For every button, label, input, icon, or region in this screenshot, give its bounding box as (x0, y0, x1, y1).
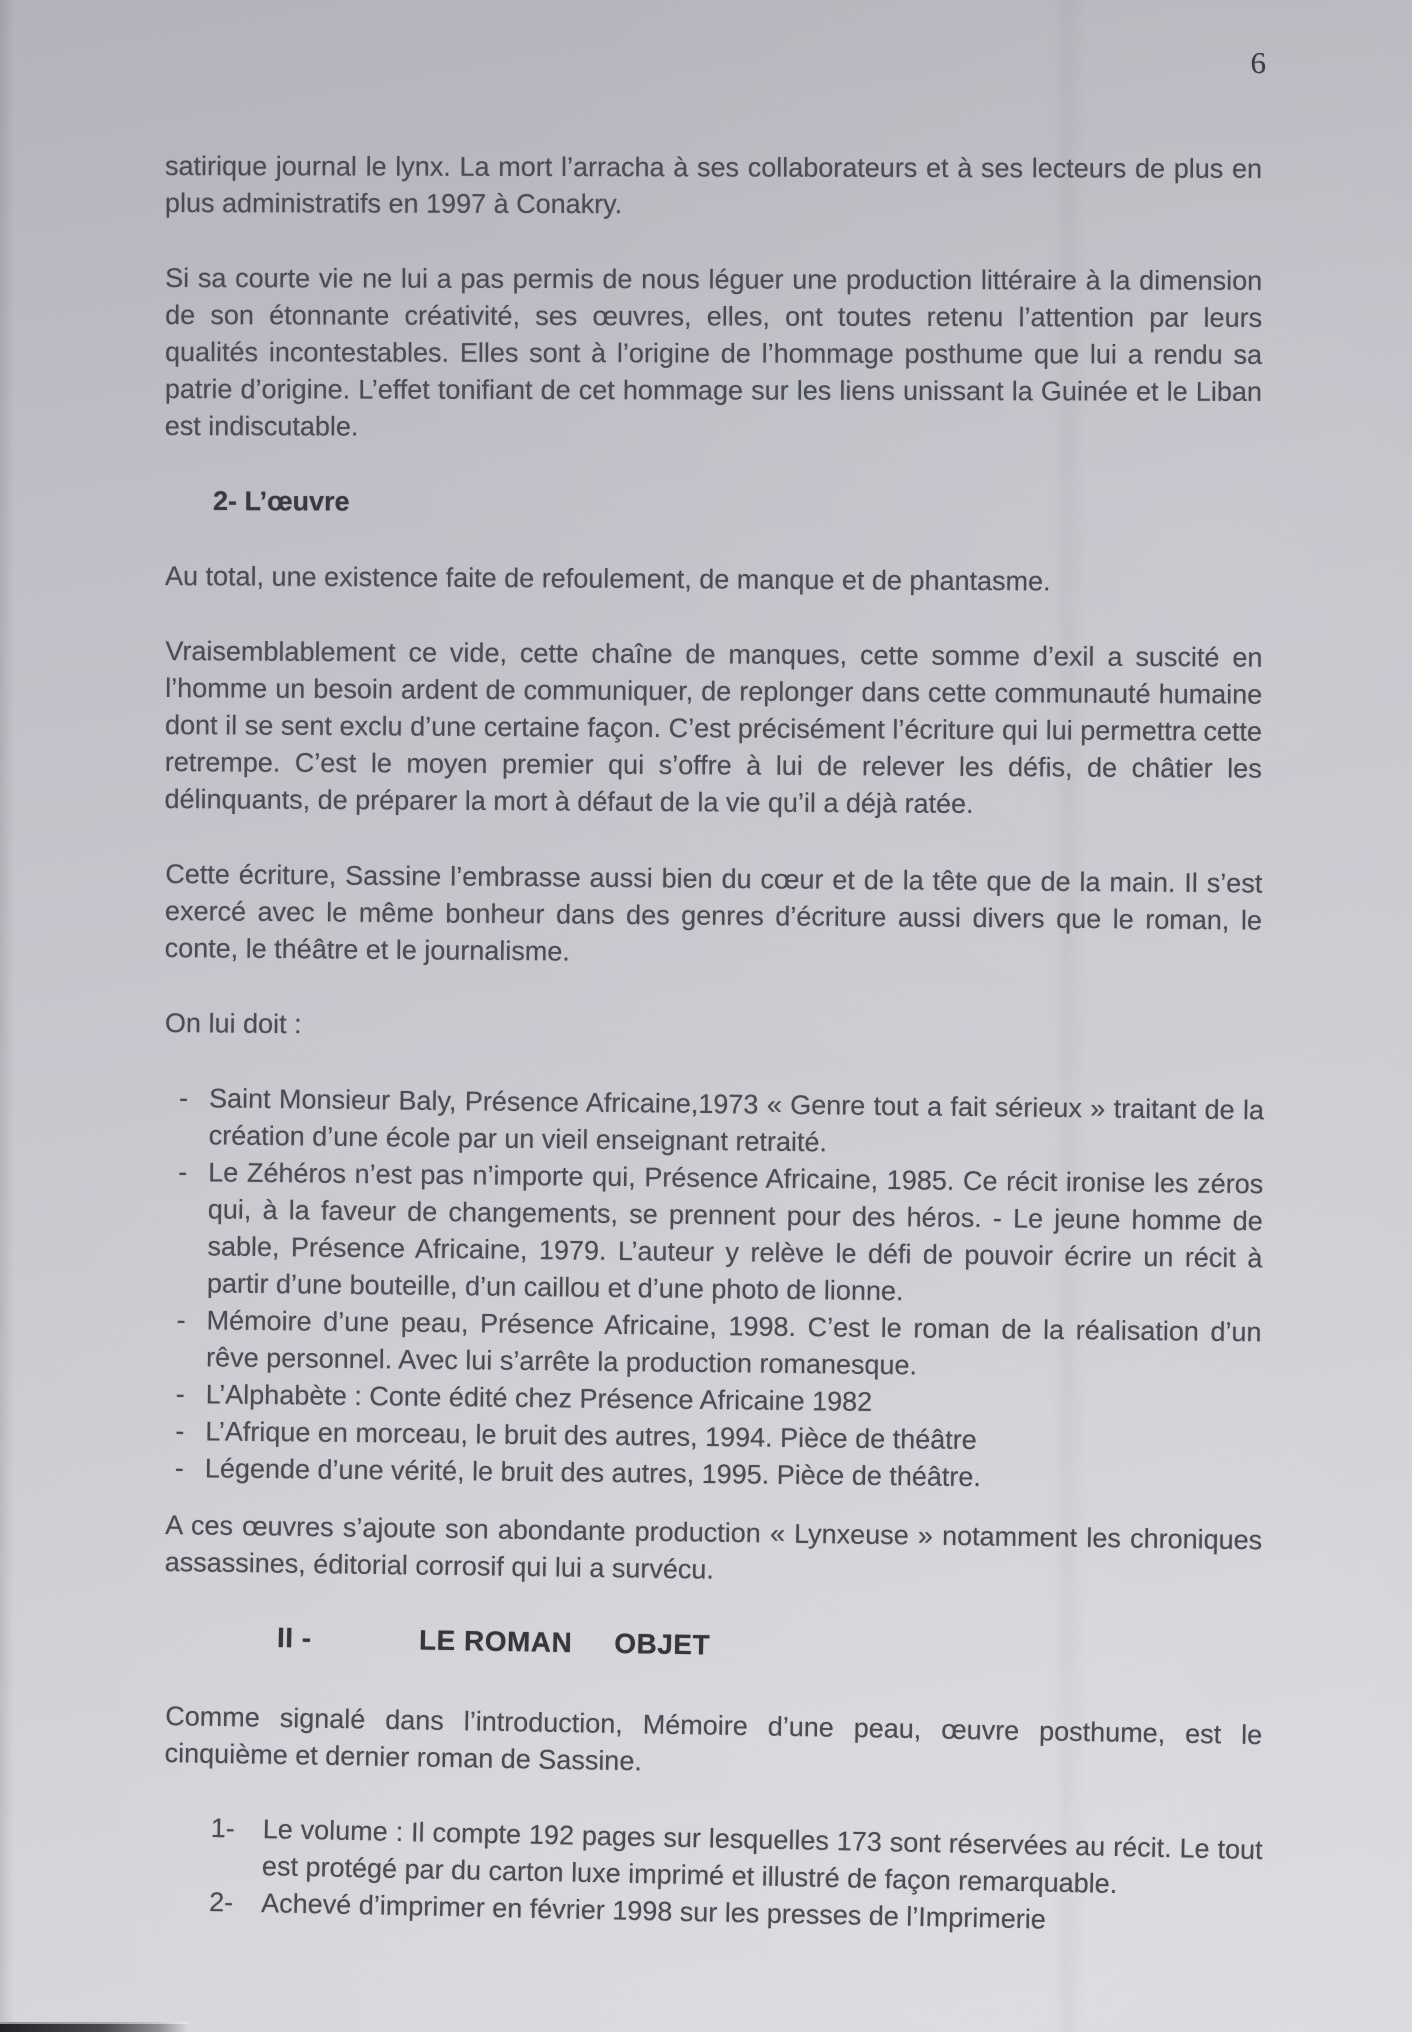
bullet-dash: - (175, 1415, 185, 1447)
volume-list (209, 1810, 1263, 1943)
bullet-dash: - (175, 1378, 185, 1410)
works-list-item (177, 1154, 1264, 1314)
item-text: Le volume : Il compte 192 pages sur lesquelles 173 sont réservées au récit. Le tout est protégé par du carton luxe imprimé et illustré de façon remarquable. (261, 1814, 1263, 1900)
work-text: L’Afrique en morceau, le bruit des autres, 1994. Pièce de théâtre (205, 1416, 977, 1456)
bullet-dash: - (174, 1452, 185, 1484)
paragraph-ecriture: Cette écriture, Sassine l’embrasse aussi bien du cœur et de la tête que de la main. Il s’est exercé avec le même bonheur dans des genres d’écriture aussi divers que le roman, le conte, le théâtre et le journalisme. (164, 859, 1263, 967)
section-heading-oeuvre: 2- L’œuvre (212, 486, 350, 517)
work-text: Légende d’une vérité, le bruit des autres, 1995. Pièce de théâtre. (204, 1453, 982, 1493)
item-text: Achevé d’imprimer en février 1998 sur les presses de l’Imprimerie (260, 1888, 1047, 1935)
works-list-item (178, 1080, 1264, 1166)
roman-title-part2: OBJET (614, 1627, 711, 1661)
bullet-dash: - (178, 1157, 188, 1188)
paragraph-vide: Vraisemblablement ce vide, cette chaîne de manques, cette somme d’exil a suscité en l’homme un besoin ardent de communiquer, de replonger dans cette communauté humaine dont il se sent exclu d’une certaine façon. C’est précisément l’écriture qui lui permettra cette retrempe. C’est le moyen premier qui s’offre à lui de relever les défis, de châtier les délinquants, de préparer la mort à défaut de la vie qu’il a déjà ratée. (164, 636, 1263, 819)
paragraph-on-lui-doit: On lui doit : (164, 1008, 302, 1040)
page-number: 6 (1250, 45, 1266, 80)
works-list-item (176, 1302, 1262, 1388)
paragraph-courte-vie: Si sa courte vie ne lui a pas permis de nous léguer une production littéraire à la dimension de son étonnante créativité, ses œuvres, elles, ont toutes retenu l’attention par leurs qualités incontestables. Elles sont à l’origine de l’hommage posthume que lui a rendu sa patrie d’origine. L’effet tonifiant de cet hommage sur les liens unissant la Guinée et le Liban est indiscutable. (164, 263, 1263, 442)
work-text: Le Zéhéros n’est pas n’importe qui, Présence Africaine, 1985. Ce récit ironise les zéros qui, à la faveur de changements, se prennent pour des héros. - Le jeune homme de sable, Présence Africaine, 1979. L’auteur y relève le défi de pouvoir écrire un récit à partir d’une bouteille, d’un caillou et d’une photo de lionne. (206, 1157, 1264, 1307)
work-text: Mémoire d’une peau, Présence Africaine, 1998. C’est le roman de la réalisation d’un rêve personnel. Avec lui s’arrête la production romanesque. (205, 1305, 1262, 1381)
item-number: 1- (210, 1813, 236, 1844)
item-number: 2- (208, 1886, 234, 1918)
works-list (175, 1080, 1265, 1499)
work-text: L’Alphabète : Conte édité chez Présence Africaine 1982 (205, 1379, 873, 1417)
roman-title-part1: LE ROMAN (418, 1624, 573, 1659)
paragraph-au-total: Au total, une existence faite de refoulement, de manque et de phantasme. (164, 561, 1051, 597)
bullet-dash: - (178, 1083, 189, 1114)
section-heading-roman (277, 1619, 1262, 1673)
photo-edge-shadow (0, 2022, 188, 2032)
paragraph-lynx: satirique journal le lynx. La mort l’arracha à ses collaborateurs et à ses lecteurs de plus en plus administratifs en 1997 à Conakry. (164, 151, 1263, 220)
work-text: Saint Monsieur Baly, Présence Africaine,1973 « Genre tout a fait sérieux » traitant de la création d’une école par un vieil enseignant retraité. (208, 1083, 1265, 1158)
paragraph-roman-intro: Comme signalé dans l’introduction, Mémoire d’une peau, œuvre posthume, est le cinquième et dernier roman de Sassine. (164, 1701, 1263, 1777)
bullet-dash: - (176, 1304, 186, 1336)
roman-numeral: II - (276, 1622, 312, 1654)
paragraph-lynxeuse: A ces œuvres s’ajoute son abondante production « Lynxeuse » notamment les chroniques assassines, éditorial corrosif qui lui a survécu. (164, 1510, 1263, 1585)
